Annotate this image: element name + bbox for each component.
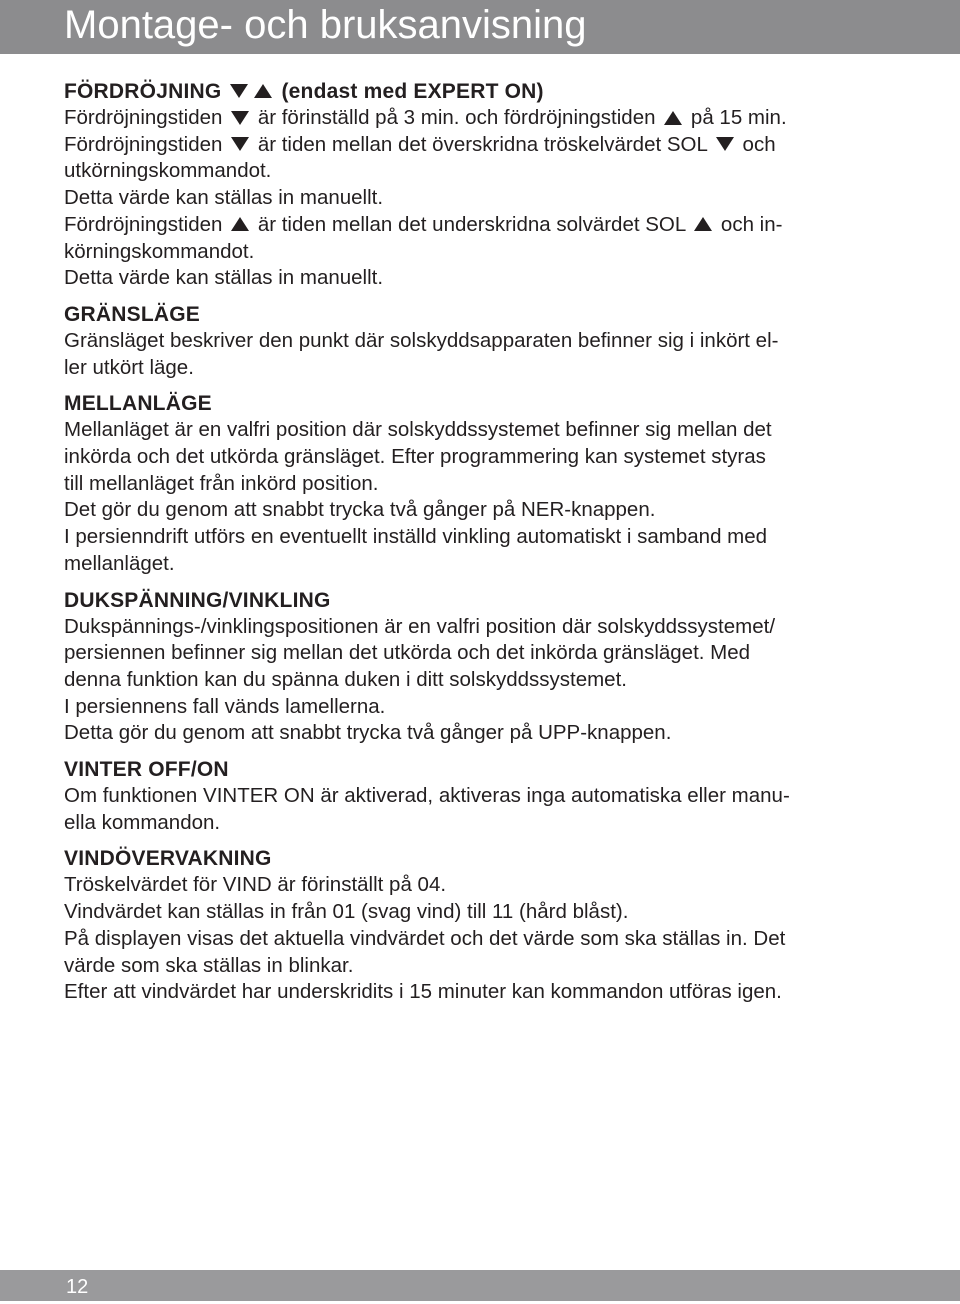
paragraph-line: Mellanläget är en valfri position där solskyddssystemet befinner sig mellan det <box>64 418 772 442</box>
page-footer <box>0 1270 960 1301</box>
page-header <box>0 0 960 54</box>
triangle-up-icon <box>664 111 682 125</box>
triangle-down-icon <box>230 84 248 98</box>
paragraph-line: Vindvärdet kan ställas in från 01 (svag vind) till 11 (hård blåst). <box>64 900 629 924</box>
paragraph-line: Gränsläget beskriver den punkt där solskyddsapparaten befinner sig i inkört el- <box>64 328 779 352</box>
paragraph-line: Dukspännings-/vinklingspositionen är en valfri position där solskyddssystemet/ <box>64 614 776 638</box>
triangle-up-icon <box>231 217 249 231</box>
paragraph-line: mellanläget. <box>64 551 175 575</box>
paragraph-line: utkörningskommandot. <box>64 159 272 183</box>
section-mellanlage <box>64 390 874 577</box>
paragraph-line: Det gör du genom att snabbt trycka två gånger på NER-knappen. <box>64 498 656 522</box>
paragraph-line: denna funktion kan du spänna duken i ditt solskyddssystemet. <box>64 667 627 691</box>
paragraph-line: Detta värde kan ställas in manuellt. <box>64 266 384 290</box>
paragraph-line: värde som ska ställas in blinkar. <box>64 953 354 977</box>
paragraph-line: Fördröjningstiden är tiden mellan det underskridna solvärdet SOL och in- <box>64 212 783 236</box>
paragraph-line: Tröskelvärdet för VIND är förinställt på 04. <box>64 873 447 897</box>
triangle-up-icon <box>254 84 272 98</box>
paragraph-line: Fördröjningstiden är tiden mellan det överskridna tröskelvärdet SOL och <box>64 132 776 156</box>
paragraph-line: Fördröjningstiden är förinställd på 3 min. och fördröjningstiden på 15 min. <box>64 106 787 129</box>
section-heading: MELLANLÄGE <box>64 392 212 416</box>
section-fordrojning <box>64 78 874 292</box>
paragraph-line: Detta gör du genom att snabbt trycka två gånger på UPP-knappen. <box>64 721 672 745</box>
section-dukspanning <box>64 587 874 748</box>
section-heading: GRÄNSLÄGE <box>64 302 200 326</box>
paragraph-line: I persienndrift utförs en eventuellt inställd vinkling automatiskt i samband med <box>64 525 768 549</box>
section-vindovervakning <box>64 845 874 1006</box>
triangle-down-icon <box>231 111 249 125</box>
section-granslage <box>64 301 874 381</box>
page-title: Montage- och bruksanvisning <box>64 3 587 47</box>
paragraph-line: Detta värde kan ställas in manuellt. <box>64 186 384 210</box>
triangle-up-icon <box>694 217 712 231</box>
document-body <box>64 78 874 1006</box>
paragraph-line: På displayen visas det aktuella vindvärdet och det värde som ska ställas in. Det <box>64 926 786 950</box>
paragraph-line: till mellanläget från inkörd position. <box>64 471 379 495</box>
section-heading: VINTER OFF/ON <box>64 758 229 782</box>
paragraph-line: körningskommandot. <box>64 239 255 263</box>
section-heading: FÖRDRÖJNING (endast med EXPERT ON) <box>64 80 544 103</box>
section-heading: DUKSPÄNNING/VINKLING <box>64 588 331 612</box>
paragraph-line: persiennen befinner sig mellan det utkörda och det inkörda gränsläget. Med <box>64 641 751 665</box>
paragraph-line: Om funktionen VINTER ON är aktiverad, aktiveras inga automatiska eller manu- <box>64 784 790 808</box>
triangle-down-icon <box>716 137 734 151</box>
paragraph-line: ella kommandon. <box>64 810 221 834</box>
page-number: 12 <box>66 1276 89 1298</box>
section-heading: VINDÖVERVAKNING <box>64 847 272 871</box>
triangle-down-icon <box>231 137 249 151</box>
paragraph-line: ler utkört läge. <box>64 355 194 379</box>
paragraph-line: Efter att vindvärdet har underskridits i 15 minuter kan kommandon utföras igen. <box>64 980 782 1004</box>
paragraph-line: I persiennens fall vänds lamellerna. <box>64 694 386 718</box>
section-vinter <box>64 756 874 836</box>
paragraph-line: inkörda och det utkörda gränsläget. Efter programmering kan systemet styras <box>64 445 766 469</box>
